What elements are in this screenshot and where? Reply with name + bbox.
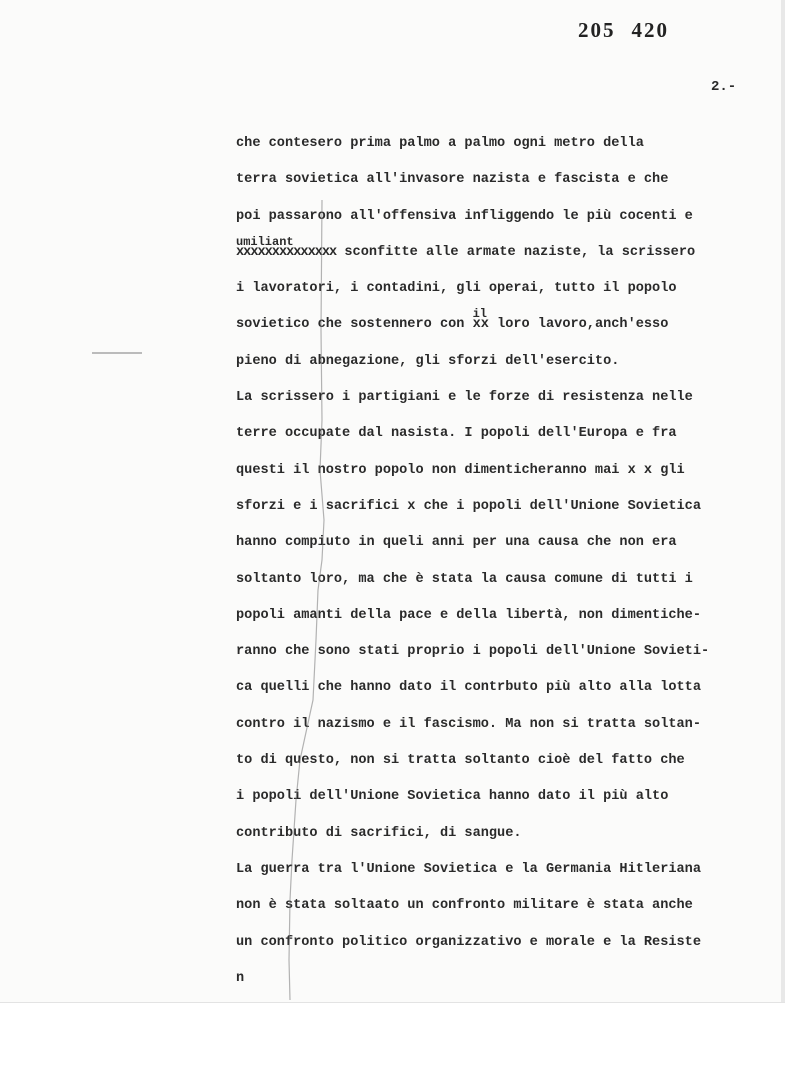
struck-word xyxy=(236,234,337,264)
inserted-article: il xyxy=(472,307,487,322)
margin-smudge xyxy=(92,352,142,354)
text-line: La guerra tra l'Unione Sovietica e la Germania Hitleriana xyxy=(236,861,701,877)
text-line: un confronto politico organizzativo e morale e la Resiste xyxy=(236,934,701,950)
text-line: contro il nazismo e il fascismo. Ma non si tratta soltan- xyxy=(236,716,701,732)
text-line: sforzi e i sacrifici x che i popoli dell'Unione Sovietica xyxy=(236,498,701,514)
text-line: terre occupate dal nasista. I popoli dell'Europa e fra xyxy=(236,426,677,442)
typed-body xyxy=(236,133,784,1040)
text-line: questi il nostro popolo non dimenticheranno mai x x gli xyxy=(236,462,685,478)
text-line: soltanto loro, ma che è stata la causa comune di tutti i xyxy=(236,571,693,587)
text-line: popoli amanti della pace e della libertà, non dimentiche- xyxy=(236,607,701,623)
strikeout-article: xx xyxy=(472,317,489,333)
strikeout-x: xxxxxxxxxxxxxx xyxy=(236,244,337,260)
text-line: non è stata soltaato un confronto militare è stata anche xyxy=(236,898,693,914)
text-line: ranno che sono stati proprio i popoli dell'Unione Sovieti- xyxy=(236,644,710,660)
text-line: pieno di abnegazione, gli sforzi dell'esercito. xyxy=(236,353,620,369)
struck-article xyxy=(472,307,489,336)
text-line: che contesero prima palmo a palmo ogni metro della xyxy=(236,136,644,151)
page-number: 2.- xyxy=(711,79,737,95)
line-start: sovietico che sostennero con xyxy=(236,317,473,333)
line-remainder: sconfitte alle armate naziste, la scrissero xyxy=(336,244,696,260)
text-line-with-correction xyxy=(236,234,784,278)
stamp-number-left: 205 xyxy=(578,18,616,42)
text-line: terra sovietica all'invasore nazista e fascista e che xyxy=(236,172,669,188)
text-line: i lavoratori, i contadini, gli operai, tutto il popolo xyxy=(236,281,677,297)
stamp-number-right: 420 xyxy=(631,18,669,42)
page-edge xyxy=(781,0,785,1002)
text-line: contributo di sacrifici, di sangue. xyxy=(236,825,522,841)
text-line: ca quelli che hanno dato il contrbuto più alto alla lotta xyxy=(236,680,701,696)
text-line: i popoli dell'Unione Sovietica hanno dato il più alto xyxy=(236,789,669,805)
inserted-word: umiliant xyxy=(236,234,294,249)
text-line-with-correction xyxy=(236,307,784,350)
text-line: to di questo, non si tratta soltanto cioè del fatto che xyxy=(236,753,685,769)
scan-margin xyxy=(0,1002,785,1080)
line-end: loro lavoro,anch'esso xyxy=(488,317,669,333)
text-line: poi passarono all'offensiva infliggendo le più cocenti e xyxy=(236,208,693,224)
archive-stamp xyxy=(578,18,685,43)
text-line: hanno compiuto in queli anni per una causa che non era xyxy=(236,535,677,551)
text-line: La scrissero i partigiani e le forze di resistenza nelle xyxy=(236,390,693,406)
text-line: n xyxy=(236,970,245,986)
